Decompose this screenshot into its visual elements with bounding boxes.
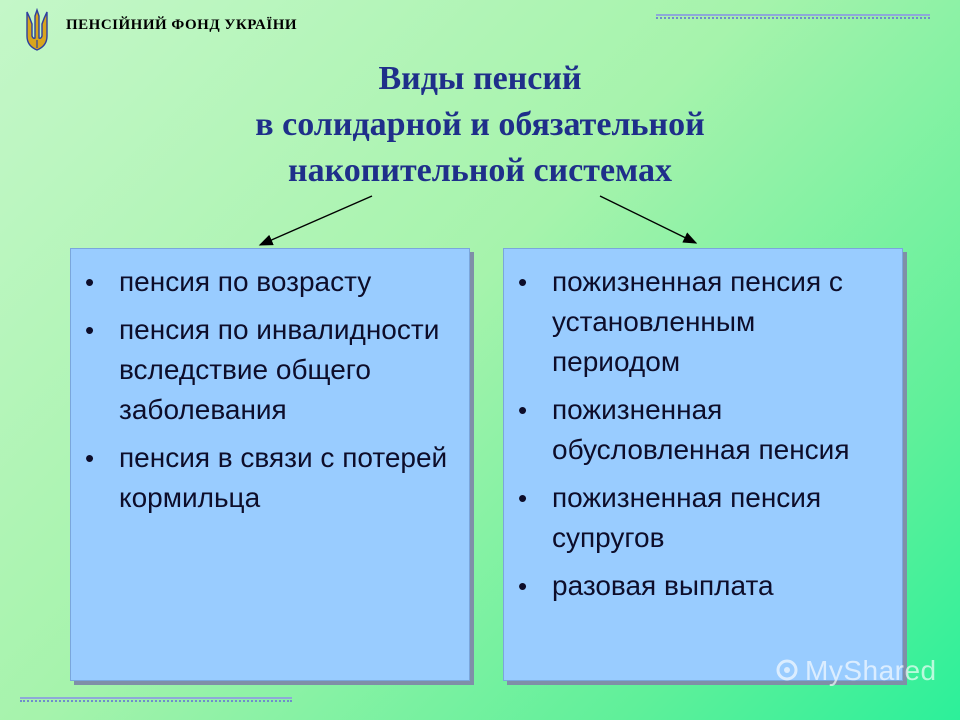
page-title [130, 56, 830, 194]
left-bullet-list [71, 249, 469, 518]
list-item-text: пожизненная обусловленная пенсия [552, 394, 850, 465]
bullet-icon: • [85, 315, 95, 345]
list-item [71, 310, 449, 430]
list-item [504, 390, 882, 470]
right-bullet-list [504, 249, 902, 606]
list-item-text: пенсия в связи с потерей кормильца [119, 442, 448, 513]
title-line-3: накопительной системах [288, 152, 672, 189]
title-line-1: Виды пенсий [378, 60, 582, 97]
arrow-left [260, 196, 372, 245]
bullet-icon: • [518, 483, 528, 513]
list-item-text: пожизненная пенсия с установленным периодом [552, 266, 843, 377]
bullet-icon: • [518, 267, 528, 297]
bullet-icon: • [85, 443, 95, 473]
watermark-logo-icon [773, 656, 805, 684]
list-item-text: разовая выплата [552, 570, 774, 601]
list-item-text: пожизненная пенсия супругов [552, 482, 822, 553]
decorative-line-top [656, 14, 930, 19]
title-line-2: в солидарной и обязательной [255, 106, 705, 143]
organization-name: ПЕНСІЙНИЙ ФОНД УКРАЇНИ [66, 17, 298, 33]
watermark-text: MyShared [805, 655, 937, 686]
decorative-line-bottom [20, 697, 292, 702]
funded-pension-box [503, 248, 903, 681]
watermark [773, 655, 937, 687]
list-item-text: пенсия по инвалидности вследствие общего заболевания [119, 314, 440, 425]
bullet-icon: • [85, 267, 95, 297]
arrow-right [600, 196, 696, 243]
bullet-icon: • [518, 395, 528, 425]
list-item [71, 438, 449, 518]
trident-emblem-icon [24, 8, 50, 52]
list-item-text: пенсия по возрасту [119, 266, 372, 297]
bullet-icon: • [518, 571, 528, 601]
list-item [71, 262, 449, 302]
list-item [504, 566, 882, 606]
solidarity-pension-box [70, 248, 470, 681]
list-item [504, 478, 882, 558]
list-item [504, 262, 882, 382]
